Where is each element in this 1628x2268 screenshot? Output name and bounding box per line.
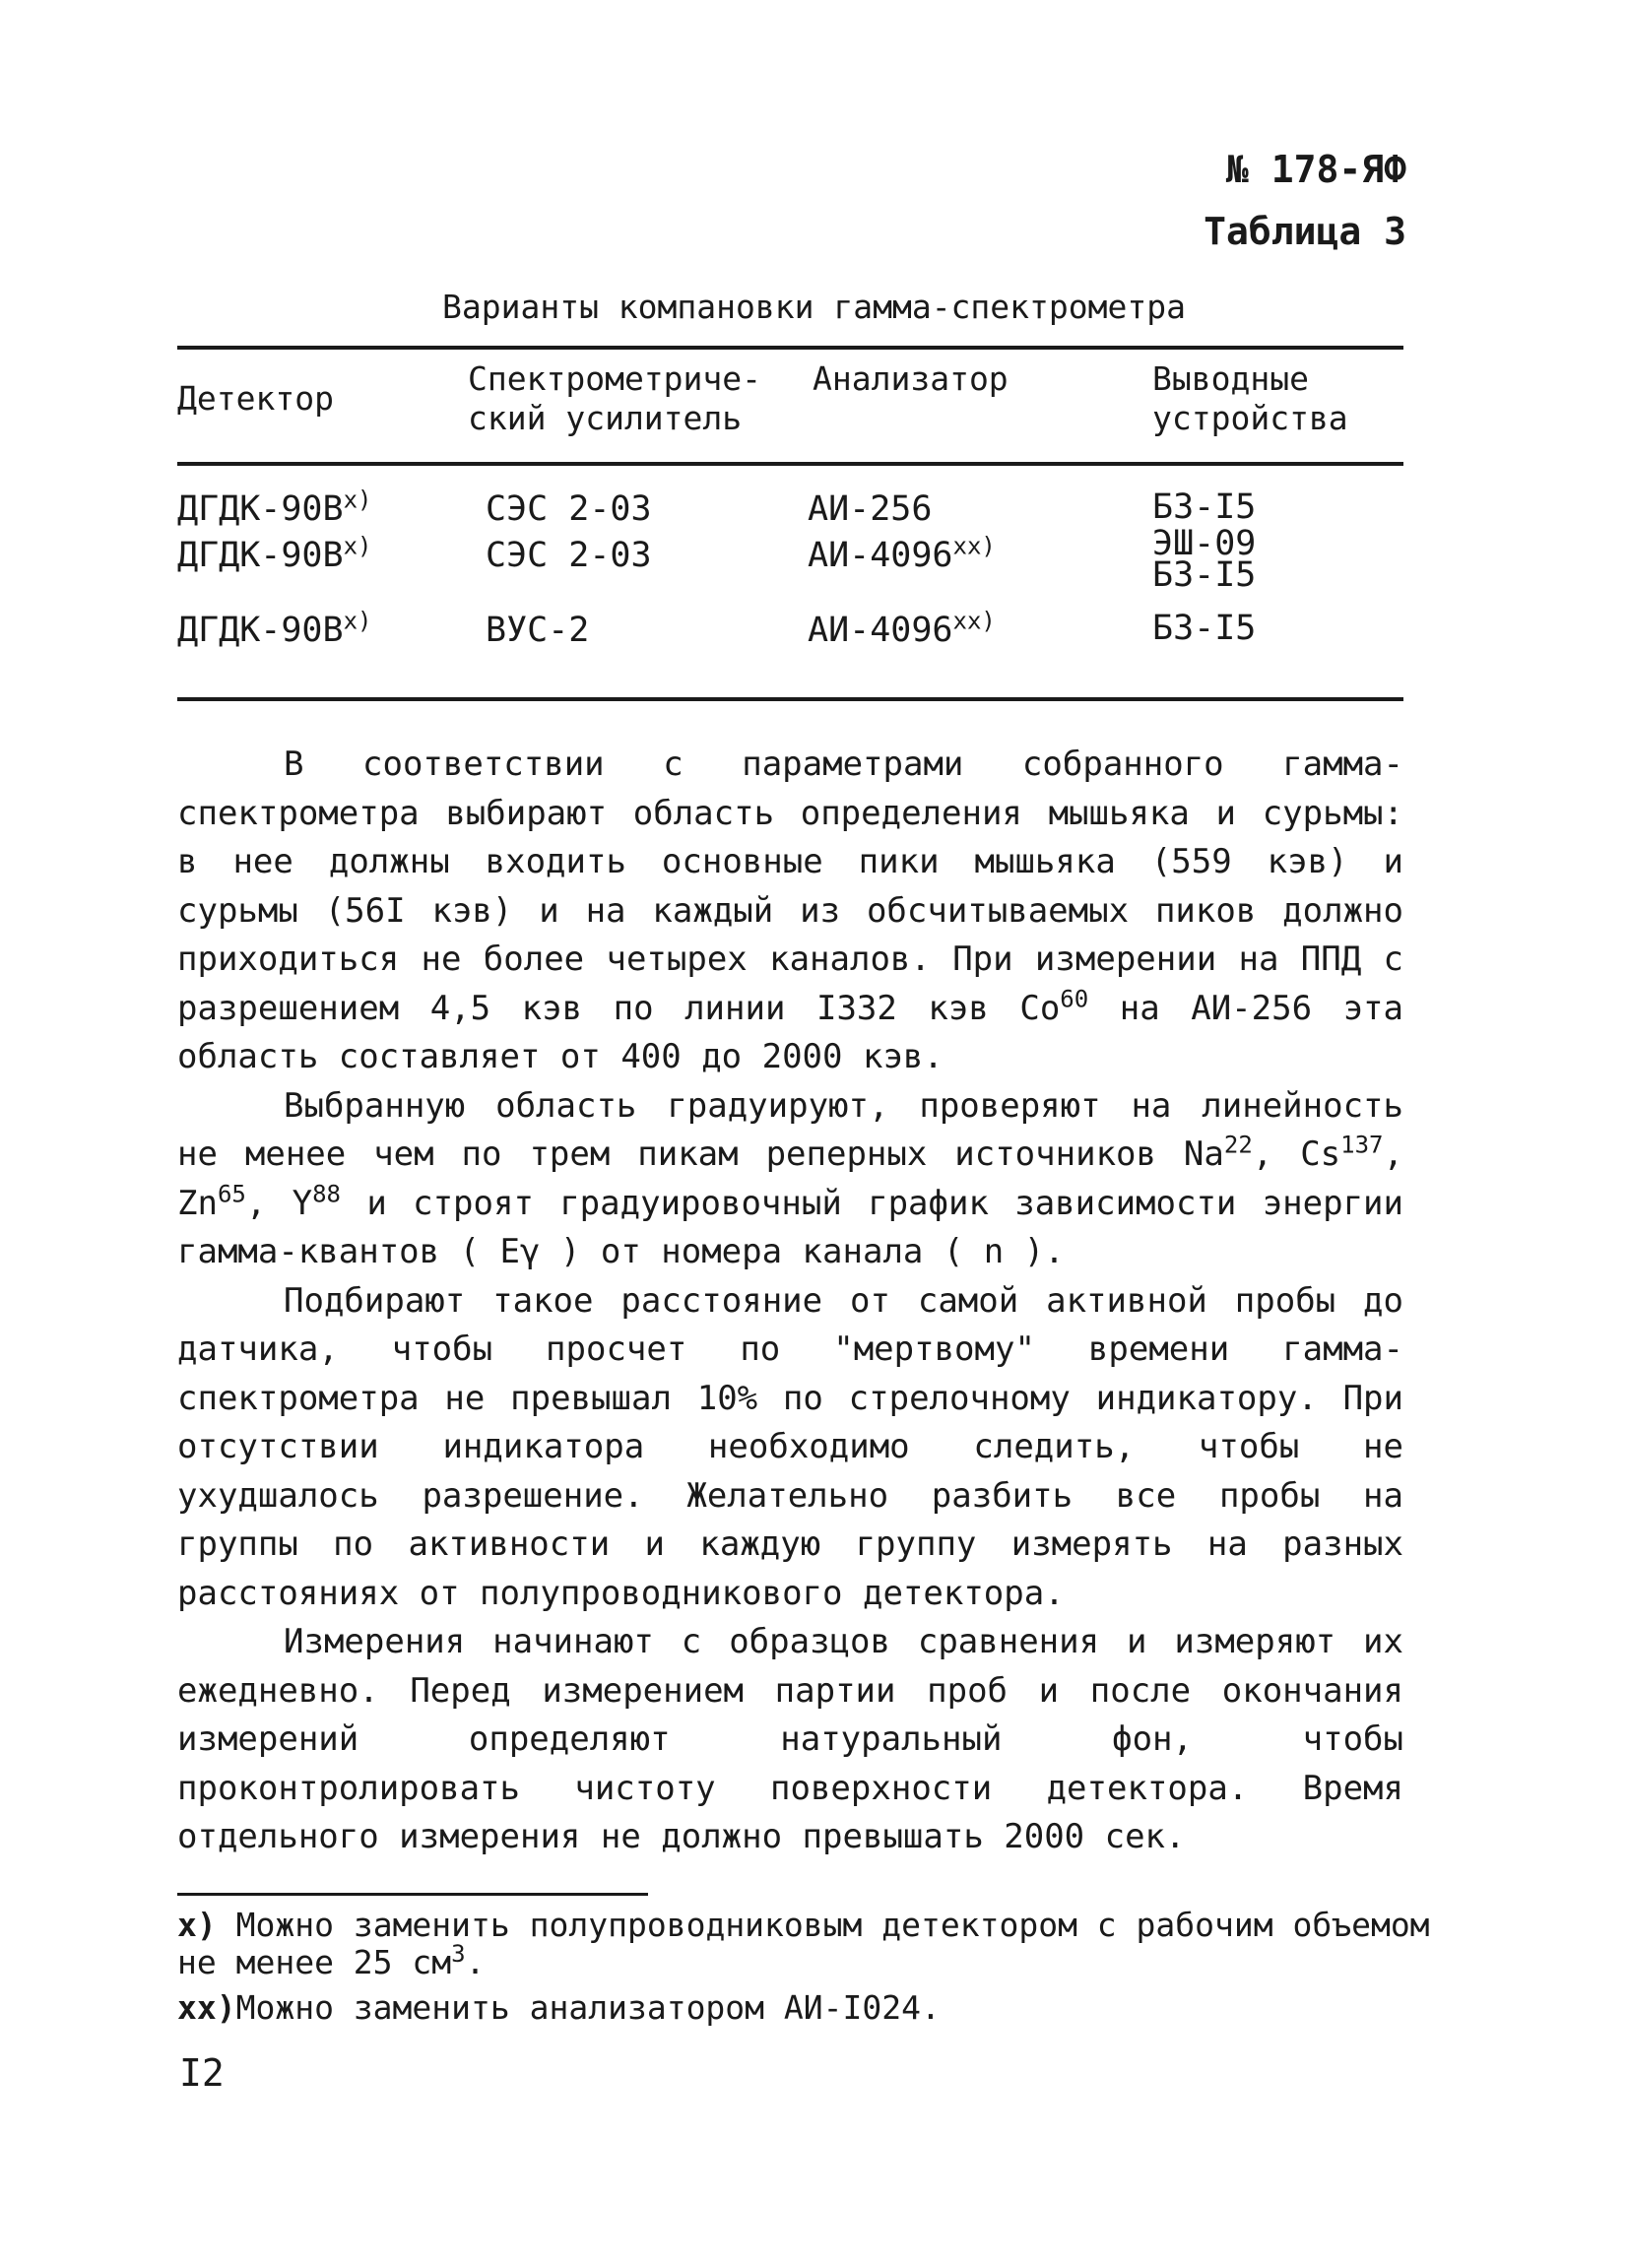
table-title: Варианты компановки гамма-спектрометра [442,288,1186,326]
row-amplifier: СЭС 2-03 [486,489,652,529]
row-amplifier: СЭС 2-03 [486,536,652,575]
row-output: ЭШ-09 БЗ-I5 [1152,524,1257,595]
header-analyzer: Анализатор [813,359,1009,398]
document-number: № 178-ЯФ [1225,148,1406,191]
page-number: I2 [179,2051,225,2095]
table-bottom-rule [177,697,1403,701]
row-output: БЗ-I5 [1152,487,1257,527]
header-output-line1: Выводные [1152,359,1309,398]
table-top-rule [177,346,1403,350]
footnote-separator [177,1893,648,1896]
footnote-text: Можно заменить полупроводниковым детектором с рабочим объемом не менее 25 $см^3$. [177,1906,1430,1981]
table-label: Таблица 3 [1204,210,1406,253]
row-amplifier: ВУС-2 [486,611,590,650]
footnote-1 [177,1907,1448,1981]
header-detector: Детектор [177,379,334,418]
table-header-rule [177,462,1403,466]
paragraph: Измерения начинают с образцов сравнения и измеряют их ежедневно. Перед измерением партии проб и после окончания измерений определяют натуральный фон, чтобы проконтролировать чистоту поверхности детектора. Время отдельного измерения не должно превышать 2000 сек. [177,1622,1403,1856]
body-text [177,741,1403,1862]
header-output [1152,359,1348,438]
paragraph: В соответствии с параметрами собранного гамма-спектрометра выбирают область определения мышьяка и сурьмы: в нее должны входить основные пики мышьяка (559 кэв) и сурьмы (56I кэв) и на каждый из обсчитываемых пиков должно приходиться не более четырех каналов. При измерении на ППД с разрешением 4,5 кэв по линии I332 кэв Co$^{60}$ на АИ-256 эта область составляет от 400 до 2000 кэв. [177,745,1403,1076]
row-analyzer: $АИ-4096^{хх)}$ [808,607,996,650]
header-output-line2: устройства [1152,399,1348,437]
row-analyzer: $АИ-4096^{хх)}$ [808,532,996,575]
paragraph: Выбранную область градуируют, проверяют на линейность не менее чем по трем пикам реперных источников Na$^{22}$, Cs$^{137}$, Zn$^{65}$, $Y^{88}$ и строят градуировочный график зависимости энергии гамма-квантов ( Eγ ) от номера канала ( n ). [177,1085,1403,1271]
footnote-text: Можно заменить анализатором АИ-I024. [235,1988,941,2027]
footnote-mark: хх) [177,1988,236,2027]
row-detector: ДГДК-$90В^{х)}$ [177,532,372,575]
row-detector: ДГДК-$90В^{х)}$ [177,607,372,650]
paragraph: Подбирают такое расстояние от самой активной пробы до датчика, чтобы просчет по "мертвому" времени гамма-спектрометра не превышал 10% по стрелочному индикатору. При отсутствии индикатора необходимо следить, чтобы не ухудшалось разрешение. Желательно разбить все пробы на группы по активности и каждую группу измерять на разных расстояниях от полупроводникового детектора. [177,1280,1403,1613]
footnote-mark: х) [177,1906,217,1944]
row-output: БЗ-I5 [1152,609,1257,648]
row-detector: ДГДК-$90В^{х)}$ [177,486,372,529]
header-amplifier-line1: Спектрометриче- [468,359,762,398]
footnote-2 [177,1989,1448,2027]
row-analyzer: АИ-256 [808,489,933,529]
header-amplifier-line2: ский усилитель [468,399,743,437]
header-amplifier [468,359,761,438]
